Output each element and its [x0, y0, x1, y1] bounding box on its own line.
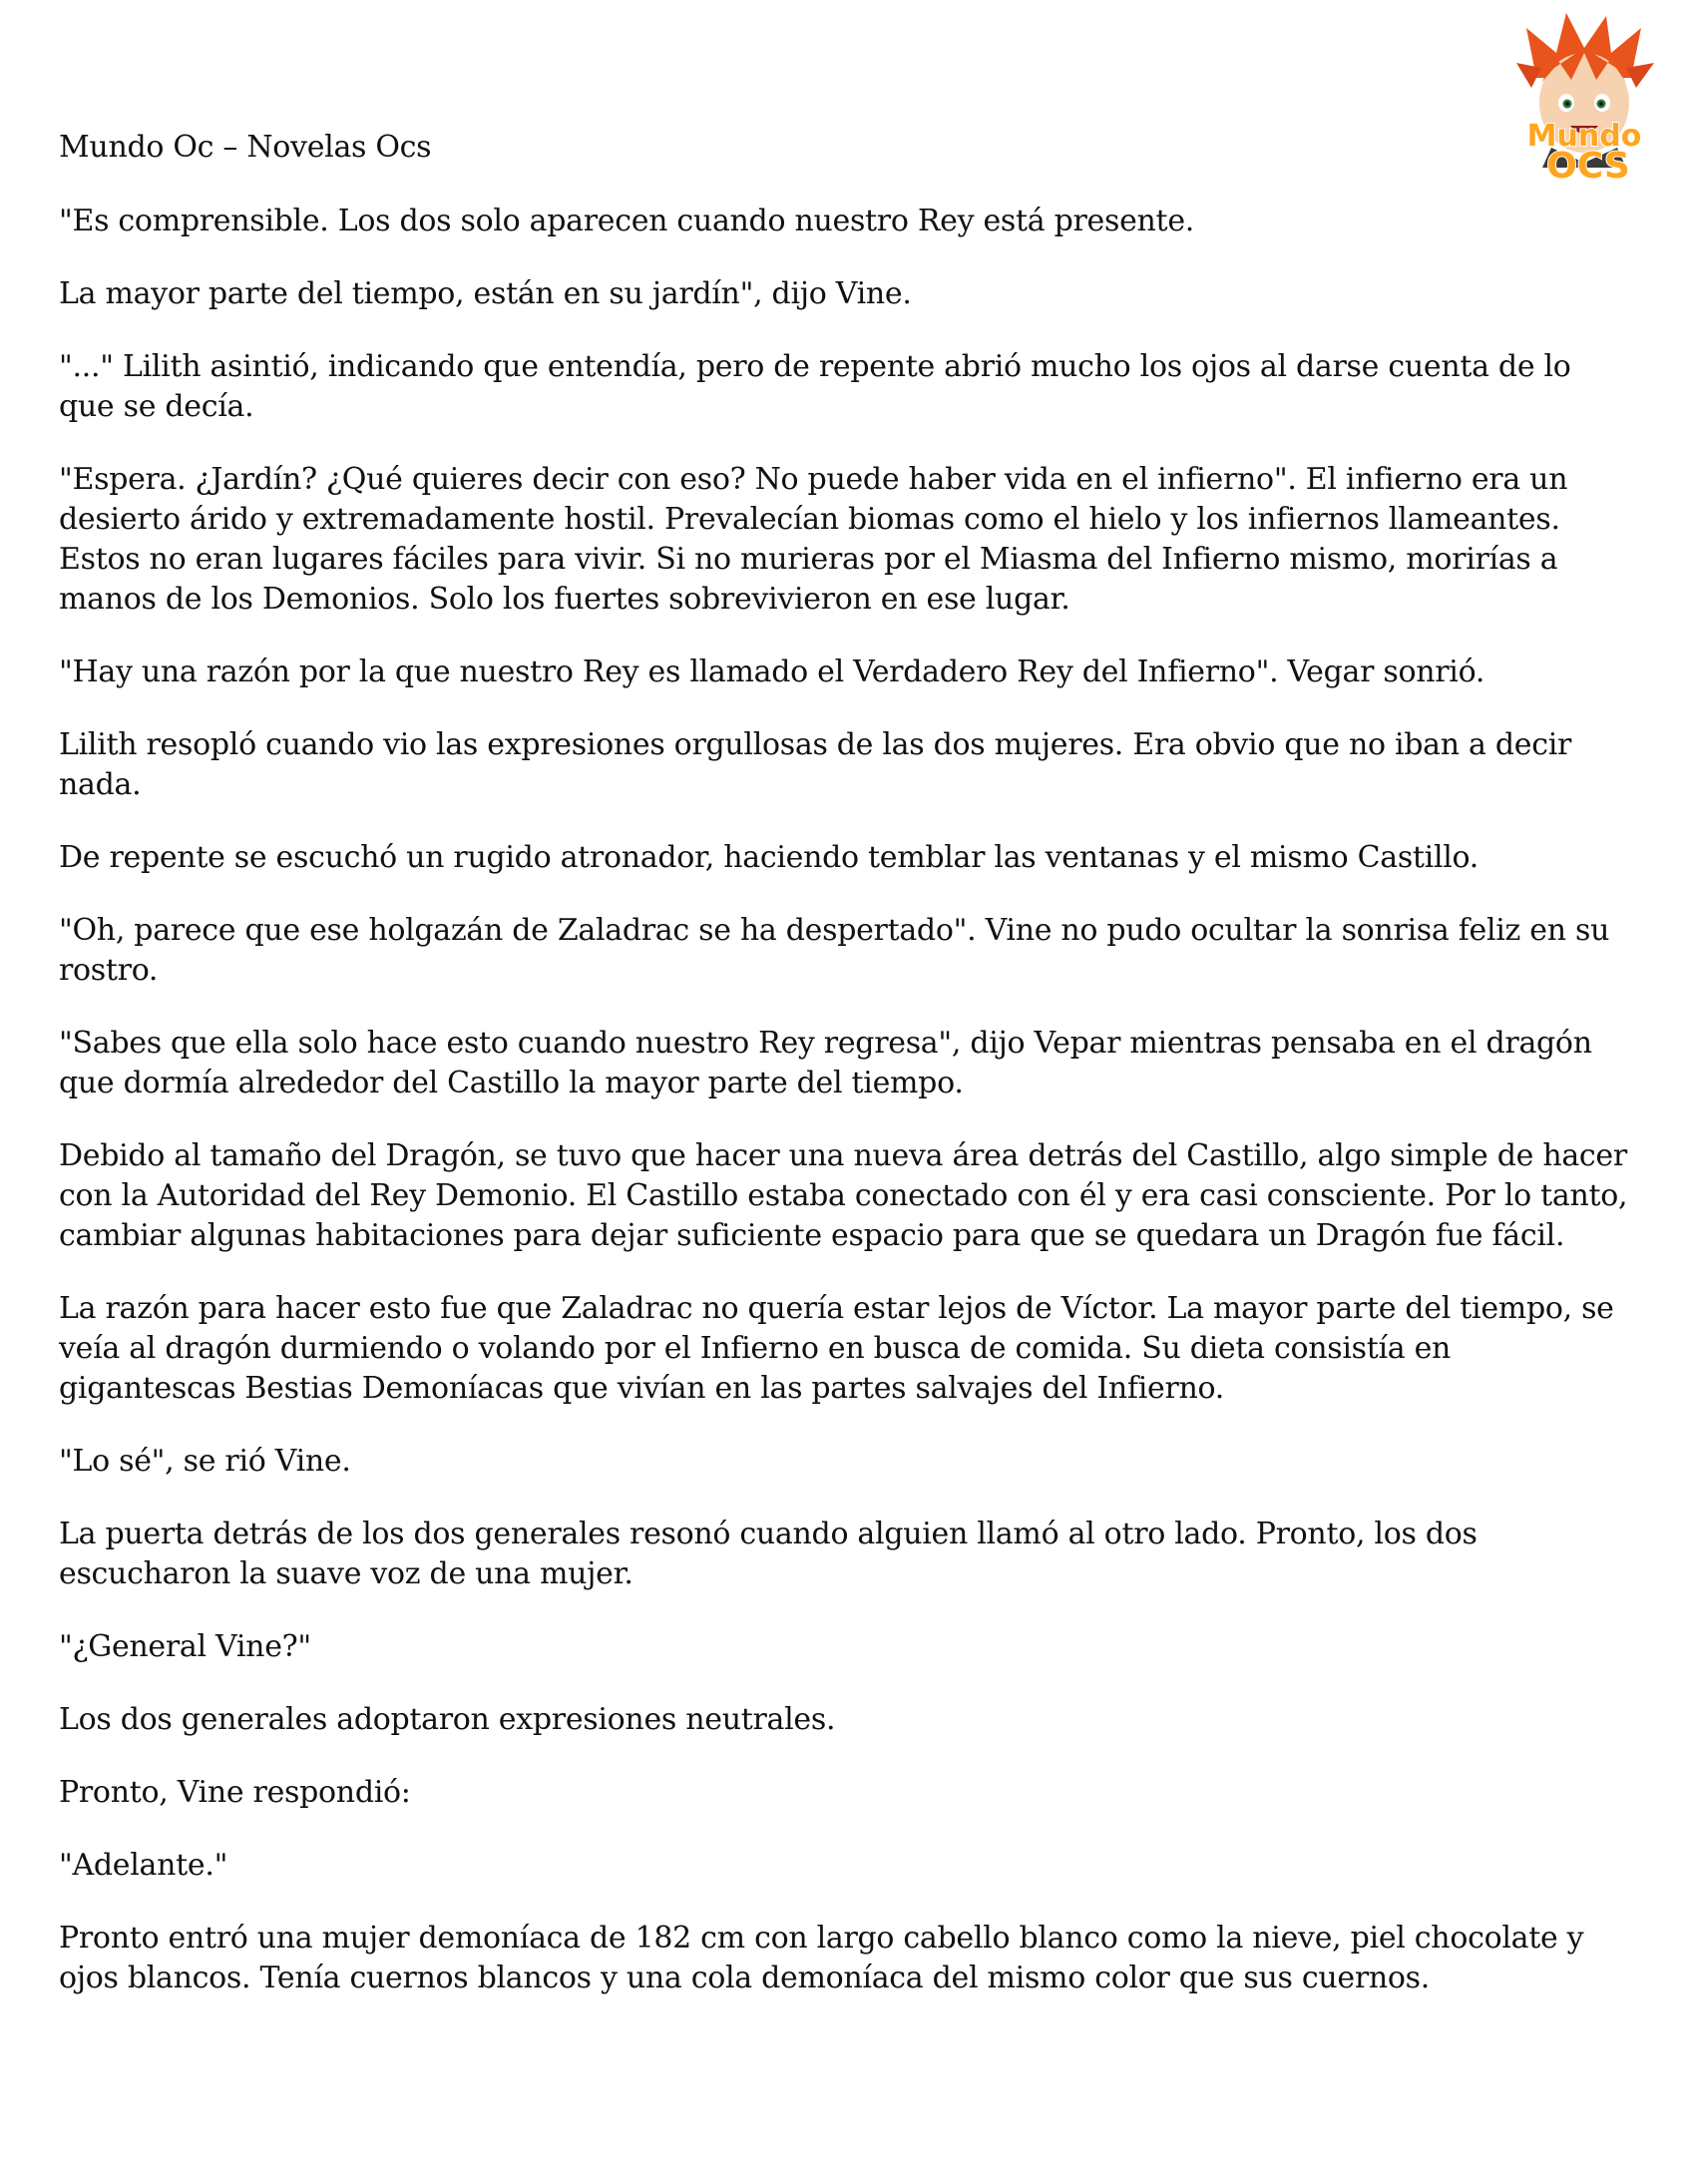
paragraph-11: La razón para hacer esto fue que Zaladrac no quería estar lejos de Víctor. La mayor parte del tiempo, se veía al dragón durmiendo o volando por el Infierno en busca de comida. Su dieta consistía en gigantescas Bestias Demoníacas que vivían en las partes salvajes del Infierno. [59, 1291, 1614, 1406]
logo-text-top: Mundo [1526, 119, 1642, 154]
paragraph-7: De repente se escuchó un rugido atronador, haciendo temblar las ventanas y el mismo Castillo. [59, 840, 1479, 875]
paragraph-10: Debido al tamaño del Dragón, se tuvo que hacer una nueva área detrás del Castillo, algo simple de hacer con la Autoridad del Rey Demonio. El Castillo estaba conectado con él y era casi consciente. Por lo tanto, cambiar algunas habitaciones para dejar suficiente espacio para que se quedara un Dragón fue fácil. [59, 1138, 1628, 1253]
paragraph-1: "Es comprensible. Los dos solo aparecen cuando nuestro Rey está presente. [59, 204, 1195, 238]
document-header-title: Mundo Oc – Novelas Ocs [59, 130, 432, 165]
paragraph-3: "..." Lilith asintió, indicando que entendía, pero de repente abrió mucho los ojos al darse cuenta de lo que se decía. [59, 349, 1571, 424]
paragraph-17: "Adelante." [59, 1848, 228, 1883]
paragraph-2: La mayor parte del tiempo, están en su jardín", dijo Vine. [59, 276, 912, 311]
paragraph-18: Pronto entró una mujer demoníaca de 182 cm con largo cabello blanco como la nieve, piel chocolate y ojos blancos. Tenía cuernos blancos y una cola demoníaca del mismo color que sus cuernos. [59, 1921, 1584, 1995]
paragraph-14: "¿General Vine?" [59, 1629, 311, 1664]
paragraph-16: Pronto, Vine respondió: [59, 1775, 411, 1810]
paragraph-6: Lilith resopló cuando vio las expresiones orgullosas de las dos mujeres. Era obvio que no iban a decir nada. [59, 727, 1572, 802]
paragraph-12: "Lo sé", se rió Vine. [59, 1444, 351, 1479]
paragraph-15: Los dos generales adoptaron expresiones neutrales. [59, 1702, 836, 1737]
paragraph-4: "Espera. ¿Jardín? ¿Qué quieres decir con eso? No puede haber vida en el infierno". El infierno era un desierto árido y extremadamente hostil. Prevalecían biomas como el hielo y los infiernos llameantes. Estos no eran lugares fáciles para vivir. Si no murieras por el Miasma del Infierno mismo, morirías a manos de los Demonios. Solo los fuertes sobrevivieron en ese lugar. [59, 462, 1568, 617]
paragraph-9: "Sabes que ella solo hace esto cuando nuestro Rey regresa", dijo Vepar mientras pensaba en el dragón que dormía alrededor del Castillo la mayor parte del tiempo. [59, 1026, 1592, 1100]
logo-text-bottom: OCS [1546, 146, 1630, 183]
document-body [59, 128, 1630, 2031]
paragraph-13: La puerta detrás de los dos generales resonó cuando alguien llamó al otro lado. Pronto, los dos escucharon la suave voz de una mujer. [59, 1517, 1477, 1591]
paragraph-5: "Hay una razón por la que nuestro Rey es llamado el Verdadero Rey del Infierno". Vegar sonrió. [59, 655, 1485, 689]
paragraph-8: "Oh, parece que ese holgazán de Zaladrac se ha despertado". Vine no pudo ocultar la sonrisa feliz en su rostro. [59, 913, 1610, 988]
